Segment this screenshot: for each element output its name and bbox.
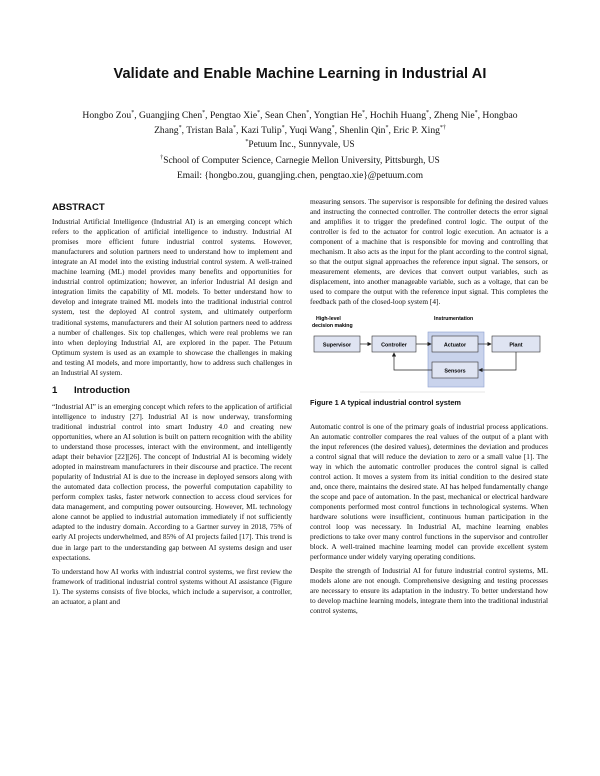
svg-text:Supervisor: Supervisor <box>322 342 352 349</box>
author: Kazi Tulip <box>240 125 282 136</box>
author: Tristan Bala <box>186 125 234 136</box>
author: Zheng Nie <box>433 110 475 121</box>
affiliation-petuum: *Petuum Inc., Sunnyvale, US <box>245 138 355 150</box>
section-heading: 1 Introduction <box>52 384 130 396</box>
intro-paragraph-2: To understand how AI works with industrial control systems, we first review the framework of traditional industrial control systems without AI assistance (Figure 1). The systems consists of five blocks, which include a supervisor, a controller, an actuator, a plant and <box>52 566 292 606</box>
left-column <box>52 203 292 611</box>
author: Yuqi Wang <box>289 125 332 136</box>
author: Eric P. Xing <box>393 125 440 136</box>
email-line: Email: {hongbo.zou, guangjing.chen, pengtao.xie}@petuum.com <box>177 171 423 181</box>
author: Yongtian He <box>313 110 363 121</box>
author: Sean Chen <box>264 110 307 121</box>
label-decision: decision making <box>312 322 353 329</box>
author-list <box>40 108 560 138</box>
abstract-heading: ABSTRACT <box>52 202 105 213</box>
author-line-2: Zhang*, Tristan Bala*, Kazi Tulip*, Yuqi Wang*, Shenlin Qin*, Eric P. Xing*† <box>154 124 446 136</box>
label-instrumentation: Instrumentation <box>434 315 474 322</box>
figure-caption: Figure 1 A typical industrial control system <box>310 397 461 407</box>
author: Hongbo Zou <box>82 110 132 121</box>
author: Zhang <box>154 125 179 136</box>
svg-text:Sensors: Sensors <box>444 368 466 375</box>
author: Pengtao Xie <box>209 110 258 121</box>
author: Shenlin Qin <box>339 125 386 136</box>
author: Hochih Huang <box>369 110 427 121</box>
svg-text:Plant: Plant <box>509 342 523 349</box>
svg-text:Controller: Controller <box>381 342 407 349</box>
paper-title: Validate and Enable Machine Learning in Industrial AI <box>113 66 487 82</box>
sensors-paragraph: measuring sensors. The supervisor is responsible for defining the desired values and instructing the connected controller. The controller detects the error signal and amplifies it to trigger the predefined control logic. The output of the controller is fed to the actuator for control logic execution. An actuator is a component of a machine that is responsible for moving and controlling that mechanism. It also acts as the input for the plant according to the control signal, so that the output signal approaches the reference input signal. The sensors, or measurement elements, are devices that convert output variables, such as displacement, into another manageable variable, such as a voltage, that can be used to compare the output with the reference input signal. This completes the feedback path of the closed-loop system [4]. <box>310 197 548 307</box>
abstract-text: Industrial Artificial Intelligence (Industrial AI) is an emerging concept which refers to the application of artificial intelligence to industry. Industrial AI promises more efficient future industrial control systems. However, manufacturers and solution partners need to understand how to implement and integrate an AI model into the existing industrial control system. A well-trained machine learning (ML) model provides many benefits and opportunities for industrial control optimization; however, an inferior Industrial AI design and integration limits the capability of ML models. To better understand how to develop and integrate trained ML models into the traditional industrial control system, test the deployed AI control system, and ultimately outperform traditional systems, manufacturers and their AI solution partners need to address a number of challenges. Six top challenges, which were real problems we ran into when deploying Industrial AI, are explored in the paper. The Petuum Optimum system is used as an example to showcase the challenges in making and testing AI models, and more importantly, how to address such challenges in an Industrial AI system. <box>52 217 292 377</box>
right-column <box>310 197 548 620</box>
figure-control-system <box>310 312 548 392</box>
author-line-1: Hongbo Zou*, Guangjing Chen*, Pengtao Xie*, Sean Chen*, Yongtian He*, Hochih Huang*, Zheng Nie*, Hongbao <box>82 109 518 121</box>
despite-paragraph: Despite the strength of Industrial AI for future industrial control systems, ML models alone are not enough. Comprehensive designing and testing processes are necessary to ensure its adaptation in the industry. To better understand how to develop machine learning models, integrate them into the traditional industrial control systems, <box>310 566 548 616</box>
automatic-control-paragraph: Automatic control is one of the primary goals of industrial process applications. An automatic controller compares the real values of the output of a plant with the input references (the desired values), determines the deviation and produces a control signal that will reduce the deviation to zero or a small value [1]. The way in which the automatic controller produces the control signal is called control action. It moves a system from its initial condition to the desired state and, once there, maintains the desired state. AI has helped fundamentally change the scope and pace of automation. In the past, mechanical or electrical hardware components performed most control functions in technological systems. When hardware solutions were insufficient, continuous human participation in the control loop was necessary. In Industrial AI, machine learning enables predictions to take over many control functions in the supervisor and controller block. A well-trained machine learning model can provide excellent system performance under widely varying operating conditions. <box>310 421 548 562</box>
intro-paragraph-1: “Industrial AI” is an emerging concept which refers to the application of artificial intelligence to industry [27]. Industrial AI is now underway, transforming traditional industrial control into smart Industry 4.0 and creating new opportunities, where an AI solution is built on pattern recognition with the ability to understand those processes, interact with the environment, and intelligently adapt their behavior [22][26]. The concept of Industrial AI is becoming widely adopted in mainstream manufacturers in their discourse and practice. The recent popularity of Industrial AI is due to the increase in deployed sensors along with the automated data collection process, the powerful computation capability to perform complex tasks, faster network connection to access cloud services for data management, and computing power outsourcing. However, ML technology alone cannot be applied to industrial automation immediately if not sufficiently adapted to the industry domain. According to a Gartner survey in 2018, 75% of early AI projects underwhelmed, and 85% of AI projects failed [17]. This trend is due in large part to the understanding gap between AI systems design and user expectations. <box>52 401 292 562</box>
svg-text:Actuator: Actuator <box>443 342 467 349</box>
label-high-level: High-level <box>316 315 341 322</box>
author: Hongbao <box>482 110 518 121</box>
author: Guangjing Chen <box>138 110 203 121</box>
affiliation-cmu: †School of Computer Science, Carnegie Mellon University, Pittsburgh, US <box>160 154 440 166</box>
